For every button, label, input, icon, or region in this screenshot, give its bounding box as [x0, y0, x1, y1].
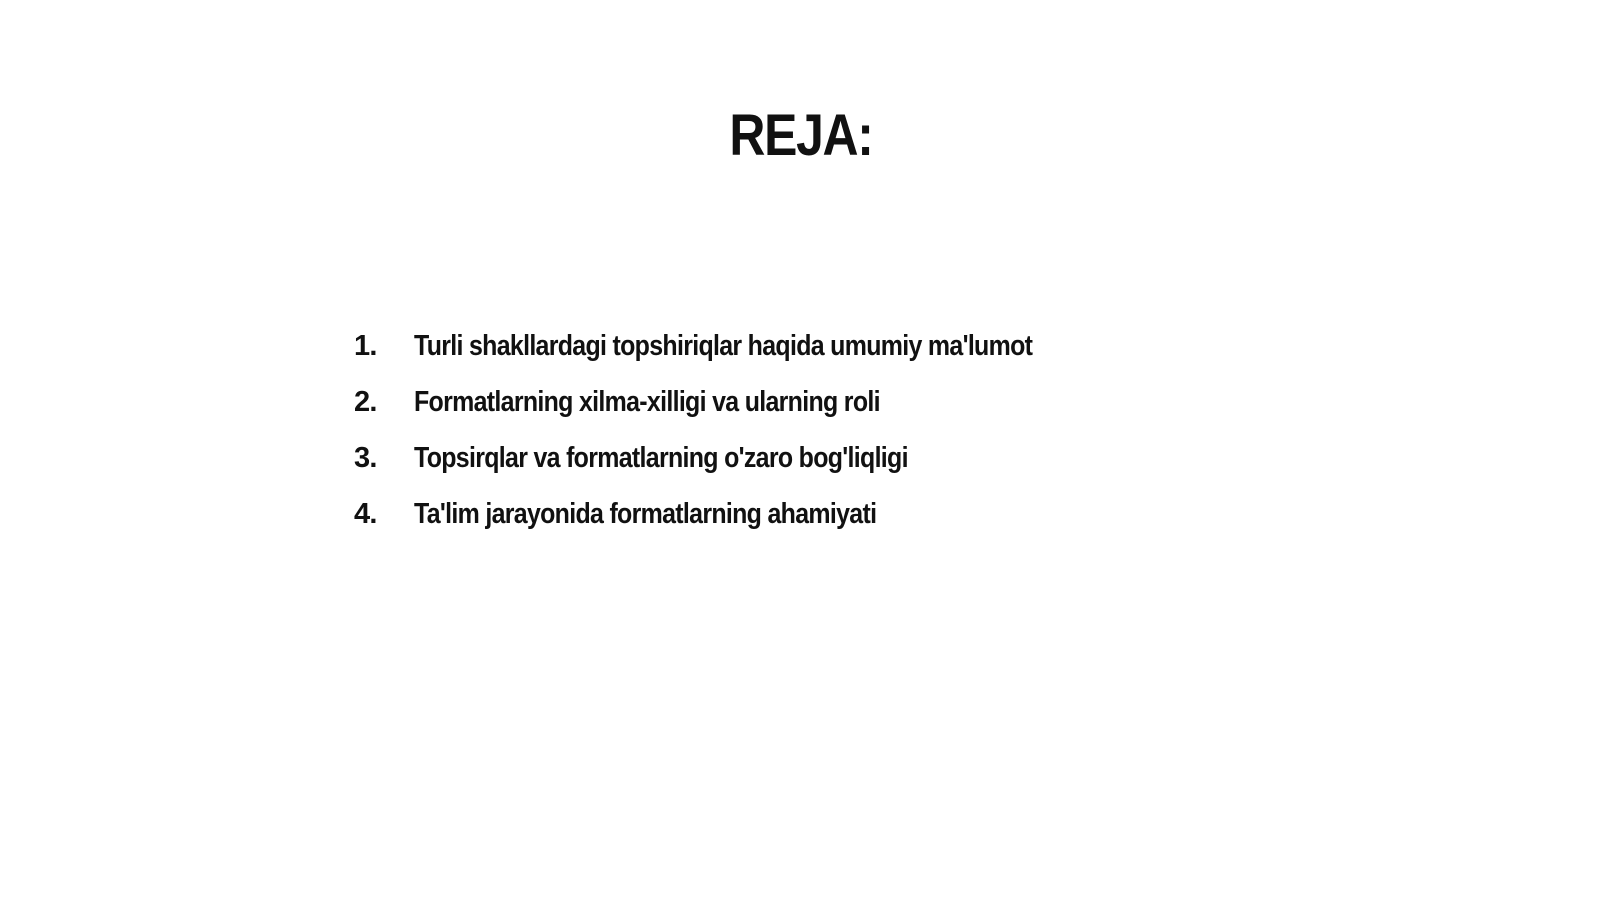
list-item-number: 3. — [354, 442, 377, 474]
list-item — [354, 498, 1133, 554]
list-item — [354, 442, 1133, 498]
list-item-number: 1. — [354, 330, 377, 362]
list-item — [354, 386, 1133, 442]
plan-list — [354, 330, 1133, 554]
list-item-text: Turli shakllardagi topshiriqlar haqida umumiy ma'lumot — [414, 330, 1033, 362]
list-item-text: Topsirqlar va formatlarning o'zaro bog'liqligi — [414, 442, 908, 474]
slide-title: REJA: — [729, 103, 873, 168]
list-item — [354, 330, 1133, 386]
list-item-number: 2. — [354, 386, 377, 418]
list-item-text: Ta'lim jarayonida formatlarning ahamiyati — [414, 498, 877, 530]
list-item-text: Formatlarning xilma-xilligi va ularning roli — [414, 386, 880, 418]
list-item-number: 4. — [354, 498, 377, 530]
